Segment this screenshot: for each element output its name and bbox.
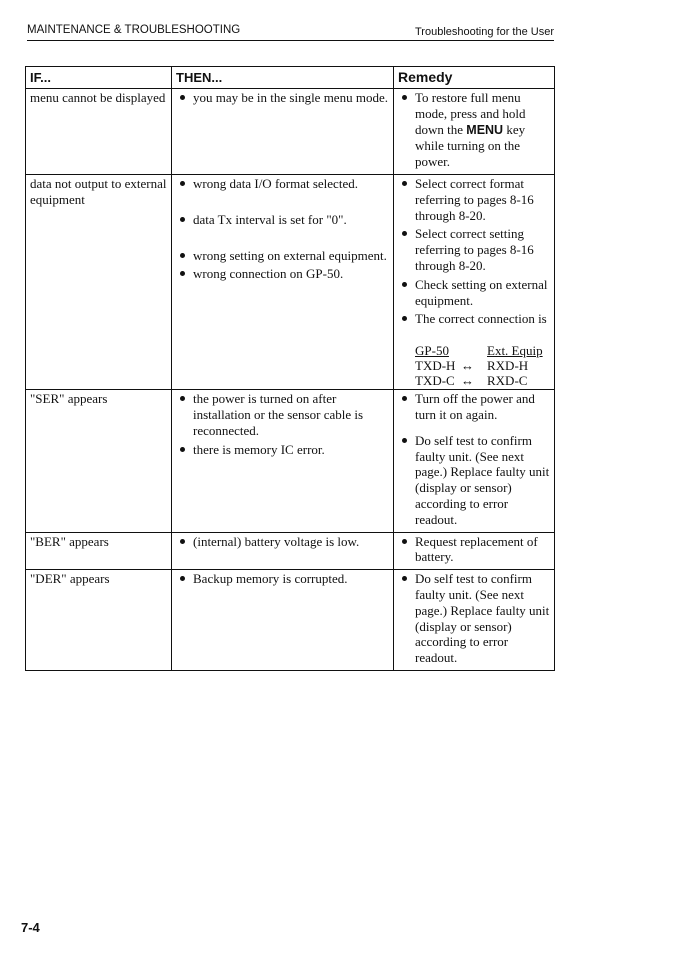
remedy-cell <box>394 532 555 570</box>
then-item: wrong setting on external equipment. <box>176 248 389 264</box>
column-header-then: THEN... <box>172 67 394 89</box>
connection-header-ext: Ext. Equip <box>487 343 543 359</box>
spacer <box>176 231 389 248</box>
then-item: (internal) battery voltage is low. <box>176 534 389 550</box>
connection-table <box>415 343 550 388</box>
section-title: MAINTENANCE & TROUBLESHOOTING <box>27 24 241 36</box>
then-cell <box>172 174 394 389</box>
remedy-item: Select correct format referring to pages 8-16 through 8-20. <box>398 176 550 223</box>
then-cell <box>172 390 394 532</box>
spacer <box>176 195 389 212</box>
page-header <box>27 22 554 41</box>
remedy-item: Check setting on external equipment. <box>398 277 550 309</box>
then-cell <box>172 532 394 570</box>
then-cell <box>172 89 394 175</box>
menu-key-label: MENU <box>466 122 504 137</box>
remedy-text: To restore full menu mode, press and hold down the <box>415 90 526 137</box>
bidirectional-arrow-icon: ↔ <box>461 358 474 374</box>
then-item: there is memory IC error. <box>176 442 389 458</box>
then-item: the power is turned on after installation or the sensor cable is reconnected. <box>176 391 389 438</box>
connection-source: TXD-C <box>415 373 455 389</box>
connection-header <box>415 343 550 358</box>
table-row <box>26 570 555 671</box>
connection-target: RXD-H <box>487 358 529 374</box>
table-row <box>26 390 555 532</box>
remedy-item: Turn off the power and turn it on again. <box>398 391 550 423</box>
column-header-if: IF... <box>26 67 172 89</box>
connection-row <box>415 373 550 388</box>
table-header-row <box>26 67 555 89</box>
then-item: data Tx interval is set for "0". <box>176 212 389 228</box>
remedy-item: Do self test to confirm faulty unit. (See next page.) Replace faulty unit (display or sensor) according to error readout. <box>398 571 550 666</box>
remedy-item: Select correct setting referring to pages 8-16 through 8-20. <box>398 226 550 273</box>
remedy-cell <box>394 89 555 175</box>
then-item: you may be in the single menu mode. <box>176 90 389 106</box>
if-cell: "DER" appears <box>26 570 172 671</box>
page-number: 7-4 <box>21 920 40 935</box>
subsection-title: Troubleshooting for the User <box>415 26 554 38</box>
remedy-item: Request replacement of battery. <box>398 534 550 566</box>
remedy-item: Do self test to confirm faulty unit. (See next page.) Replace faulty unit (display or sensor) according to error readout. <box>398 433 550 528</box>
table-row <box>26 174 555 389</box>
connection-header-gp50: GP-50 <box>415 343 449 359</box>
remedy-cell <box>394 174 555 389</box>
then-item: wrong data I/O format selected. <box>176 176 389 192</box>
connection-target: RXD-C <box>487 373 528 389</box>
then-item: wrong connection on GP-50. <box>176 266 389 282</box>
then-cell <box>172 570 394 671</box>
remedy-item: The correct connection is <box>398 311 550 327</box>
column-header-remedy: Remedy <box>394 67 555 89</box>
remedy-text: key while turning on the power. <box>415 121 526 170</box>
connection-source: TXD-H <box>415 358 456 374</box>
if-cell: data not output to external equipment <box>26 174 172 389</box>
bidirectional-arrow-icon: ↔ <box>461 373 474 389</box>
remedy-item <box>398 90 550 170</box>
remedy-cell <box>394 570 555 671</box>
connection-row <box>415 358 550 373</box>
troubleshooting-table <box>25 66 555 671</box>
spacer <box>398 426 550 433</box>
table-row <box>26 532 555 570</box>
if-cell: "SER" appears <box>26 390 172 532</box>
remedy-cell <box>394 390 555 532</box>
if-cell: menu cannot be displayed <box>26 89 172 175</box>
if-cell: "BER" appears <box>26 532 172 570</box>
then-item: Backup memory is corrupted. <box>176 571 389 587</box>
table-row <box>26 89 555 175</box>
